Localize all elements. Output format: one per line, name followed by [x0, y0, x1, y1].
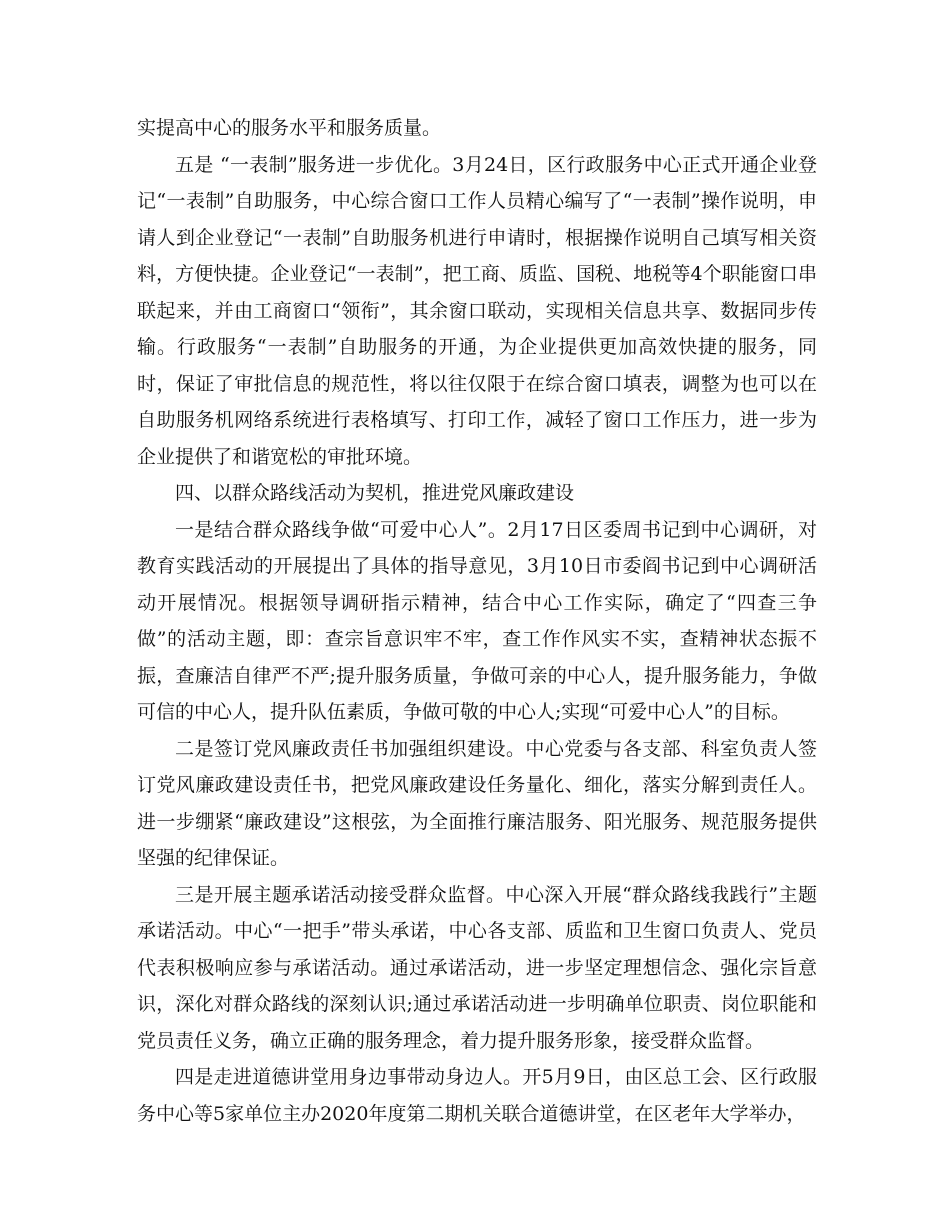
paragraph-item-two: 二是签订党风廉政责任书加强组织建设。中心党委与各支部、科室负责人签订党风廉政建设责任书，把党风廉政建设任务量化、细化，落实分解到责任人。进一步绷紧“廉政建设”这根弦，为全面推行廉洁服务、阳光服务、规范服务提供坚强的纪律保证。 — [137, 737, 817, 869]
paragraph-item-five: 五是 “一表制”服务进一步优化。3月24日，区行政服务中心正式开通企业登记“一表制”自助服务，中心综合窗口工作人员精心编写了“一表制”操作说明，申请人到企业登记“一表制”自助服务机进行申请时，根据操作说明自己填写相关资料，方便快捷。企业登记“一表制”，把工商、质监、国税、地税等4个职能窗口串联起来，并由工商窗口“领衔”，其余窗口联动，实现相关信息共享、数据同步传输。行政服务“一表制”自助服务的开通，为企业提供更加高效快捷的服务，同时，保证了审批信息的规范性，将以往仅限于在综合窗口填表，调整为也可以在自助服务机网络系统进行表格填写、打印工作，减轻了窗口工作压力，进一步为企业提供了和谐宽松的审批环境。 — [137, 153, 817, 468]
paragraph-item-four: 四是走进道德讲堂用身边事带动身边人。开5月9日，由区总工会、区行政服务中心等5家单位主办2020年度第二期机关联合道德讲堂，在区老年大学举办， — [137, 1066, 817, 1125]
paragraph-item-one: 一是结合群众路线争做“可爱中心人”。2月17日区委周书记到中心调研，对教育实践活动的开展提出了具体的指导意见，3月10日市委阎书记到中心调研活动开展情况。根据领导调研指示精神，结合中心工作实际，确定了“四查三争做”的活动主题，即：查宗旨意识牢不牢，查工作作风实不实，查精神状态振不振，查廉洁自律严不严;提升服务质量，争做可亲的中心人，提升服务能力，争做可信的中心人，提升队伍素质，争做可敬的中心人;实现“可爱中心人”的目标。 — [137, 518, 817, 723]
section-heading: 四、以群众路线活动为契机，推进党风廉政建设 — [175, 482, 575, 504]
paragraph-item-three: 三是开展主题承诺活动接受群众监督。中心深入开展“群众路线我践行”主题承诺活动。中心“一把手”带头承诺，中心各支部、质监和卫生窗口负责人、党员代表积极响应参与承诺活动。通过承诺活动，进一步坚定理想信念、强化宗旨意识，深化对群众路线的深刻认识;通过承诺活动进一步明确单位职责、岗位职能和党员责任义务，确立正确的服务理念，着力提升服务形象，接受群众监督。 — [137, 883, 817, 1052]
document-body — [137, 110, 817, 1132]
paragraph-continuation: 实提高中心的服务水平和服务质量。 — [137, 117, 442, 139]
